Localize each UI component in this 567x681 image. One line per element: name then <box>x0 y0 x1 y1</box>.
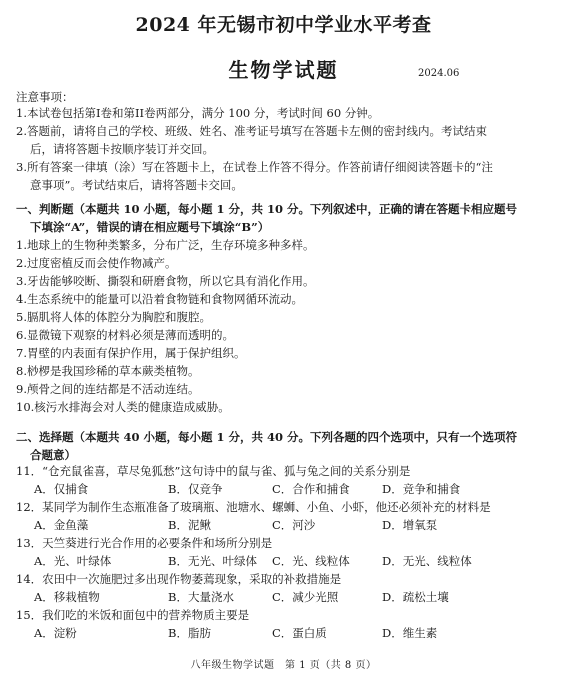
question-stem: 14．农田中一次施肥过多出现作物萎蔫现象，采取的补救措施是 <box>16 572 342 586</box>
question-item: 5.膈肌将人体的体腔分为胸腔和腹腔。 <box>16 310 211 324</box>
option-a: A．金鱼藻 <box>34 518 89 532</box>
option-c: C．河沙 <box>272 518 316 532</box>
option-d: D．维生素 <box>382 626 438 640</box>
question-item: 1.地球上的生物种类繁多，分布广泛，生存环境多种多样。 <box>16 238 315 252</box>
question-item: 2.过度密植反而会使作物减产。 <box>16 256 177 270</box>
question-item: 3.牙齿能够咬断、撕裂和研磨食物，所以它具有消化作用。 <box>16 274 315 288</box>
option-c: C．蛋白质 <box>272 626 327 640</box>
option-b: B．脂肪 <box>168 626 211 640</box>
exam-title: 2024 年无锡市初中学业水平考查 <box>135 14 432 36</box>
notice-item: 后，请将答题卡按顺序装订并交回。 <box>30 142 214 156</box>
option-b: B．大量浇水 <box>168 590 234 604</box>
option-d: D．疏松土壤 <box>382 590 449 604</box>
option-b: B．泥鳅 <box>168 518 211 532</box>
option-c: C．合作和捕食 <box>272 482 350 496</box>
option-a: A．光、叶绿体 <box>34 554 112 568</box>
notice-item: 3.所有答案一律填（涂）写在答题卡上，在试卷上作答不得分。作答前请仔细阅读答题卡的“注 <box>16 160 493 174</box>
question-item: 7.胃壁的内表面有保护作用，属于保护组织。 <box>16 346 246 360</box>
section1-heading: 一、判断题（本题共 10 小题，每小题 1 分，共 10 分。下列叙述中，正确的请在答题卡相应题号 <box>16 202 518 216</box>
question-item: 10.核污水排海会对人类的健康造成威胁。 <box>16 400 230 414</box>
option-a: A．淀粉 <box>34 626 77 640</box>
question-item: 8.桫椤是我国珍稀的草本蕨类植物。 <box>16 364 200 378</box>
question-item: 4.生态系统中的能量可以沿着食物链和食物网循环流动。 <box>16 292 303 306</box>
page-footer: 八年级生物学试题 第 1 页（共 8 页） <box>190 660 377 671</box>
option-d: D．增氧泵 <box>382 518 438 532</box>
option-a: A．仅捕食 <box>34 482 89 496</box>
section2-heading: 二、选择题（本题共 40 小题，每小题 1 分，共 40 分。下列各题的四个选项中，只有一个选项符 <box>16 430 518 444</box>
option-d: D．无光、线粒体 <box>382 554 472 568</box>
question-stem: 13．天竺葵进行光合作用的必要条件和场所分别是 <box>16 536 273 550</box>
question-stem: 15．我们吃的米饭和面包中的营养物质主要是 <box>16 608 250 622</box>
section1-heading-cont: 下填涂“A”，错误的请在相应题号下填涂“B”） <box>30 220 270 234</box>
option-b: B．无光、叶绿体 <box>168 554 257 568</box>
question-stem: 11．“仓充鼠雀喜，草尽兔狐愁”这句诗中的鼠与雀、狐与兔之间的关系分别是 <box>16 464 411 478</box>
notice-item: 1.本试卷包括第I卷和第II卷两部分，满分 100 分，考试时间 60 分钟。 <box>16 106 380 120</box>
section2-heading-cont: 合题意） <box>30 448 76 462</box>
notice-heading: 注意事项： <box>16 90 74 104</box>
notice-item: 2.答题前，请将自己的学校、班级、姓名、准考证号填写在答题卡左侧的密封线内。考试结束 <box>16 124 487 138</box>
exam-subtitle: 生物学试题 <box>228 58 339 82</box>
question-item: 6.显微镜下观察的材料必须是薄而透明的。 <box>16 328 234 342</box>
option-a: A．移栽植物 <box>34 590 100 604</box>
question-stem: 12．某同学为制作生态瓶准备了玻璃瓶、池塘水、螺蛳、小鱼、小虾，他还必须补充的材料是 <box>16 500 491 514</box>
notice-item: 意事项”。考试结束后，请将答题卡交回。 <box>30 178 243 192</box>
option-d: D．竞争和捕食 <box>382 482 461 496</box>
question-item: 9.颅骨之间的连结都是不活动连结。 <box>16 382 200 396</box>
exam-date: 2024.06 <box>418 68 460 79</box>
option-b: B．仅竞争 <box>168 482 223 496</box>
option-c: C．光、线粒体 <box>272 554 350 568</box>
option-c: C．减少光照 <box>272 590 339 604</box>
